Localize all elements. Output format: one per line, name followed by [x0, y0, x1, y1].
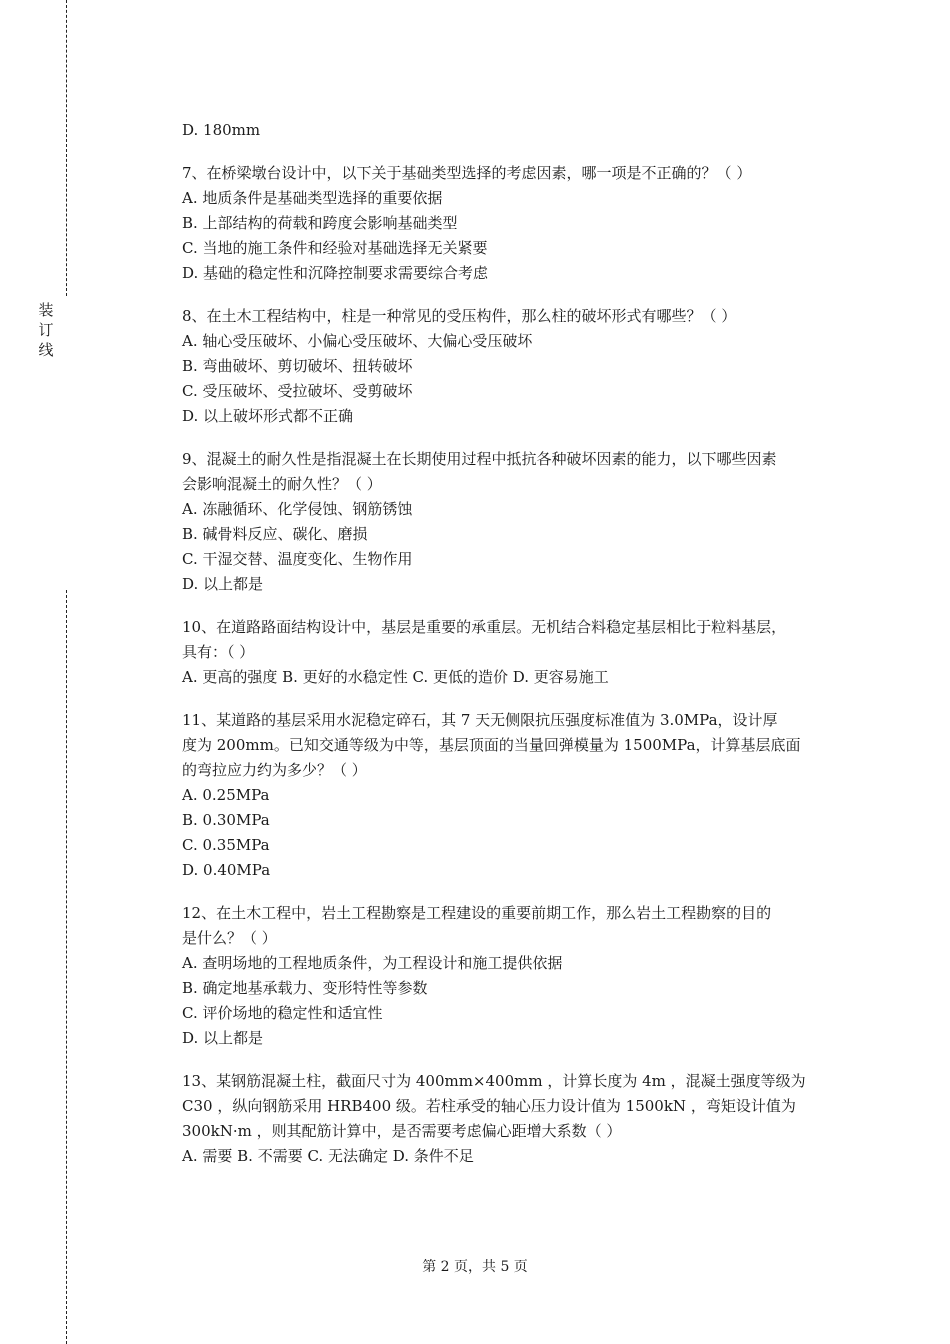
option-line: D. 以上破坏形式都不正确	[182, 407, 354, 425]
binding-dashed-line-top	[66, 0, 67, 296]
option-line: A. 地质条件是基础类型选择的重要依据	[182, 189, 443, 207]
option-line: C. 受压破坏、受拉破坏、受剪破坏	[182, 382, 413, 400]
page-footer: 第 2 页，共 5 页	[422, 1259, 528, 1275]
question-stem-line: 具有：（ ）	[182, 643, 255, 661]
question-10	[182, 615, 842, 690]
question-stem-line: 13、某钢筋混凝土柱，截面尺寸为 400mm×400mm ，计算长度为 4m ，混凝土强度等级为	[182, 1072, 806, 1090]
question-block	[182, 118, 842, 143]
question-7	[182, 161, 842, 286]
question-stem: 8、在土木工程结构中，柱是一种常见的受压构件，那么柱的破坏形式有哪些？（ ）	[182, 307, 737, 325]
option-line: A. 更高的强度 B. 更好的水稳定性 C. 更低的造价 D. 更容易施工	[182, 668, 609, 686]
question-stem-line: 9、混凝土的耐久性是指混凝土在长期使用过程中抵抗各种破坏因素的能力，以下哪些因素	[182, 450, 777, 468]
question-9	[182, 447, 842, 597]
binding-dashed-line-bottom	[66, 590, 67, 1344]
binding-label	[36, 300, 56, 360]
option-line: D. 以上都是	[182, 1029, 264, 1047]
question-12	[182, 901, 842, 1051]
question-stem-line: 10、在道路路面结构设计中，基层是重要的承重层。无机结合料稳定基层相比于粒料基层，	[182, 618, 787, 636]
option-line: C. 当地的施工条件和经验对基础选择无关紧要	[182, 239, 488, 257]
option-line: A. 冻融循环、化学侵蚀、钢筋锈蚀	[182, 500, 413, 518]
question-stem-line: 11、某道路的基层采用水泥稳定碎石，其 7 天无侧限抗压强度标准值为 3.0MPa，设计厚	[182, 711, 778, 729]
option-line: D. 0.40MPa	[182, 861, 271, 879]
option-line: A. 0.25MPa	[182, 786, 270, 804]
question-stem-line: 的弯拉应力约为多少？（ ）	[182, 761, 367, 779]
option-line: C. 0.35MPa	[182, 836, 270, 854]
question-11	[182, 708, 842, 883]
option-line: D. 180mm	[182, 121, 261, 139]
option-line: B. 0.30MPa	[182, 811, 270, 829]
option-line: D. 以上都是	[182, 575, 264, 593]
question-8	[182, 304, 842, 429]
question-stem-line: C30 ，纵向钢筋采用 HRB400 级。若柱承受的轴心压力设计值为 1500kN ，弯矩设计值为	[182, 1097, 796, 1115]
option-line: A. 需要 B. 不需要 C. 无法确定 D. 条件不足	[182, 1147, 474, 1165]
option-line: B. 上部结构的荷载和跨度会影响基础类型	[182, 214, 458, 232]
option-line: D. 基础的稳定性和沉降控制要求需要综合考虑	[182, 264, 489, 282]
question-stem-line: 12、在土木工程中，岩土工程勘察是工程建设的重要前期工作，那么岩土工程勘察的目的	[182, 904, 772, 922]
question-stem: 7、在桥梁墩台设计中，以下关于基础类型选择的考虑因素，哪一项是不正确的？（ ）	[182, 164, 752, 182]
question-13	[182, 1069, 842, 1169]
question-stem-line: 是什么？（ ）	[182, 929, 277, 947]
option-line: C. 干湿交替、温度变化、生物作用	[182, 550, 413, 568]
option-line: A. 查明场地的工程地质条件，为工程设计和施工提供依据	[182, 954, 563, 972]
question-stem-line: 会影响混凝土的耐久性？（ ）	[182, 475, 382, 493]
option-line: B. 碱骨料反应、碳化、磨损	[182, 525, 368, 543]
option-line: A. 轴心受压破坏、小偏心受压破坏、大偏心受压破坏	[182, 332, 533, 350]
option-line: C. 评价场地的稳定性和适宜性	[182, 1004, 383, 1022]
exam-content	[182, 118, 842, 1169]
option-line: B. 弯曲破坏、剪切破坏、扭转破坏	[182, 357, 413, 375]
question-stem-line: 度为 200mm。已知交通等级为中等，基层顶面的当量回弹模量为 1500MPa，计算基层底面	[182, 736, 801, 754]
option-line: B. 确定地基承载力、变形特性等参数	[182, 979, 428, 997]
question-stem-line: 300kN·m ，则其配筋计算中，是否需要考虑偏心距增大系数（ ）	[182, 1122, 622, 1140]
binding-char: 订	[38, 321, 54, 339]
binding-char: 线	[38, 341, 54, 359]
binding-char: 装	[38, 301, 54, 319]
